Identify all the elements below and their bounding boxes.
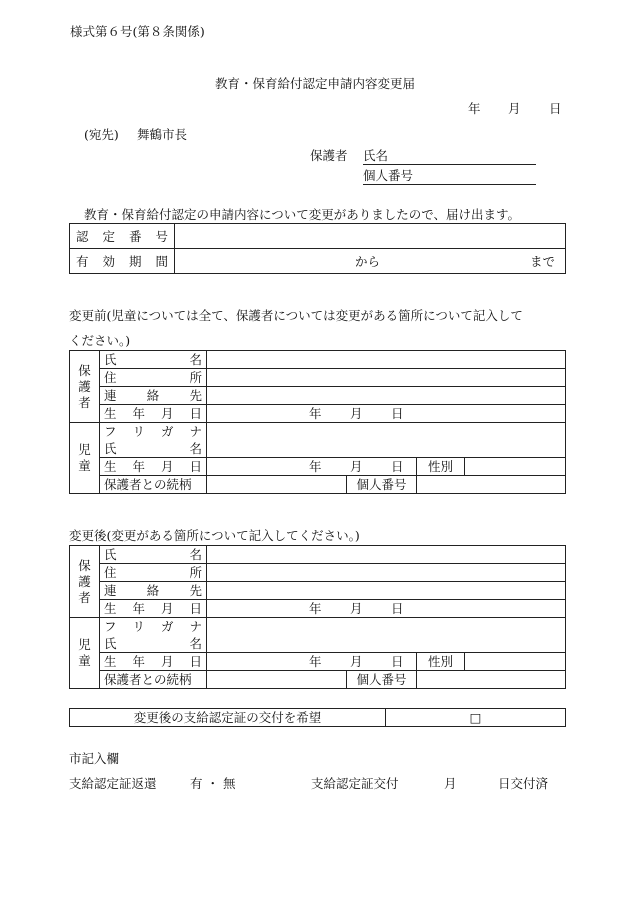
date-year: 年 [468,101,481,116]
cert-number-field[interactable] [175,224,566,249]
office-issued: 日交付済 [498,776,549,791]
before-child-furigana-label: フ リ ガ ナ [100,423,207,441]
after-child-furigana-label: フ リ ガ ナ [100,618,207,636]
addressee-name: 舞鶴市長 [137,127,188,142]
cert-table [69,223,566,274]
before-guardian-address-label: 住 所 [100,369,207,387]
applicant-name-label: 氏名 [363,148,389,163]
before-guardian-dob-field[interactable]: 年 月 日 [207,405,566,423]
after-child-name-label: 氏 名 [100,635,207,653]
office-issue-label: 支給認定証交付 [311,776,399,791]
after-child-dob-field[interactable]: 年 月 日 [207,653,417,671]
after-relation-label: 保護者との続柄 [100,671,207,689]
before-guardian-name-field[interactable] [207,351,566,369]
after-guardian-contact-field[interactable] [207,582,566,600]
before-child-group-label: 児 童 [70,423,100,494]
before-guardian-name-label: 氏 名 [100,351,207,369]
after-guardian-address-field[interactable] [207,564,566,582]
office-yes-no[interactable]: 有 ・ 無 [190,776,236,791]
addressee-label: (宛先) [84,127,119,142]
after-guardian-name-label: 氏 名 [100,546,207,564]
request-label: 変更後の支給認定証の交付を希望 [70,709,386,727]
after-guardian-address-label: 住 所 [100,564,207,582]
cert-number-label: 認 定 番 号 [70,224,175,249]
after-table [69,545,566,689]
before-guardian-contact-field[interactable] [207,387,566,405]
before-guardian-contact-label: 連 絡 先 [100,387,207,405]
applicant-id-field[interactable] [363,166,536,185]
after-guardian-dob-label: 生 年 月 日 [100,600,207,618]
after-guardian-name-field[interactable] [207,546,566,564]
after-child-sex-field[interactable] [465,653,566,671]
after-child-id-label: 個人番号 [347,671,417,689]
before-guardian-dob-label: 生 年 月 日 [100,405,207,423]
before-table [69,350,566,494]
before-child-sex-label: 性別 [417,458,465,476]
office-return-label: 支給認定証返還 [69,776,157,791]
page-title: 教育・保育給付認定申請内容変更届 [214,76,415,91]
after-guardian-contact-label: 連 絡 先 [100,582,207,600]
after-child-dob-label: 生 年 月 日 [100,653,207,671]
after-guardian-group-label: 保 護 者 [70,546,100,618]
before-child-dob-label: 生 年 月 日 [100,458,207,476]
request-checkbox[interactable]: □ [386,709,566,727]
cert-period-field[interactable] [175,249,566,274]
form-number: 様式第６号(第８条関係) [70,24,205,39]
cert-period-label: 有 効 期 間 [70,249,175,274]
date-month: 月 [508,101,521,116]
before-child-name-label: 氏 名 [100,440,207,458]
applicant-role: 保護者 [310,148,348,163]
after-relation-field[interactable] [207,671,347,689]
before-heading-line2: ください。) [69,333,131,348]
office-month: 月 [444,776,457,791]
before-heading-line1: 変更前(児童については全て、保護者については変更がある箇所について記入して [69,308,523,323]
office-heading: 市記入欄 [69,751,120,766]
after-heading: 変更後(変更がある箇所について記入してください。) [69,528,360,543]
before-child-name-field[interactable] [207,423,566,458]
period-from: から [355,254,381,269]
after-guardian-dob-field[interactable]: 年 月 日 [207,600,566,618]
before-child-id-field[interactable] [417,476,566,494]
period-to: まで [529,254,555,269]
date-day: 日 [549,101,562,116]
intro-text: 教育・保育給付認定の申請内容について変更がありましたので、届け出ます。 [84,207,521,222]
applicant-name-field[interactable] [363,146,536,165]
after-child-name-field[interactable] [207,618,566,653]
request-table [69,708,566,727]
before-guardian-address-field[interactable] [207,369,566,387]
before-child-id-label: 個人番号 [347,476,417,494]
before-relation-field[interactable] [207,476,347,494]
after-child-group-label: 児 童 [70,618,100,689]
before-child-dob-field[interactable]: 年 月 日 [207,458,417,476]
before-guardian-group-label: 保 護 者 [70,351,100,423]
before-child-sex-field[interactable] [465,458,566,476]
after-child-sex-label: 性別 [417,653,465,671]
before-relation-label: 保護者との続柄 [100,476,207,494]
after-child-id-field[interactable] [417,671,566,689]
applicant-id-label: 個人番号 [363,168,414,183]
